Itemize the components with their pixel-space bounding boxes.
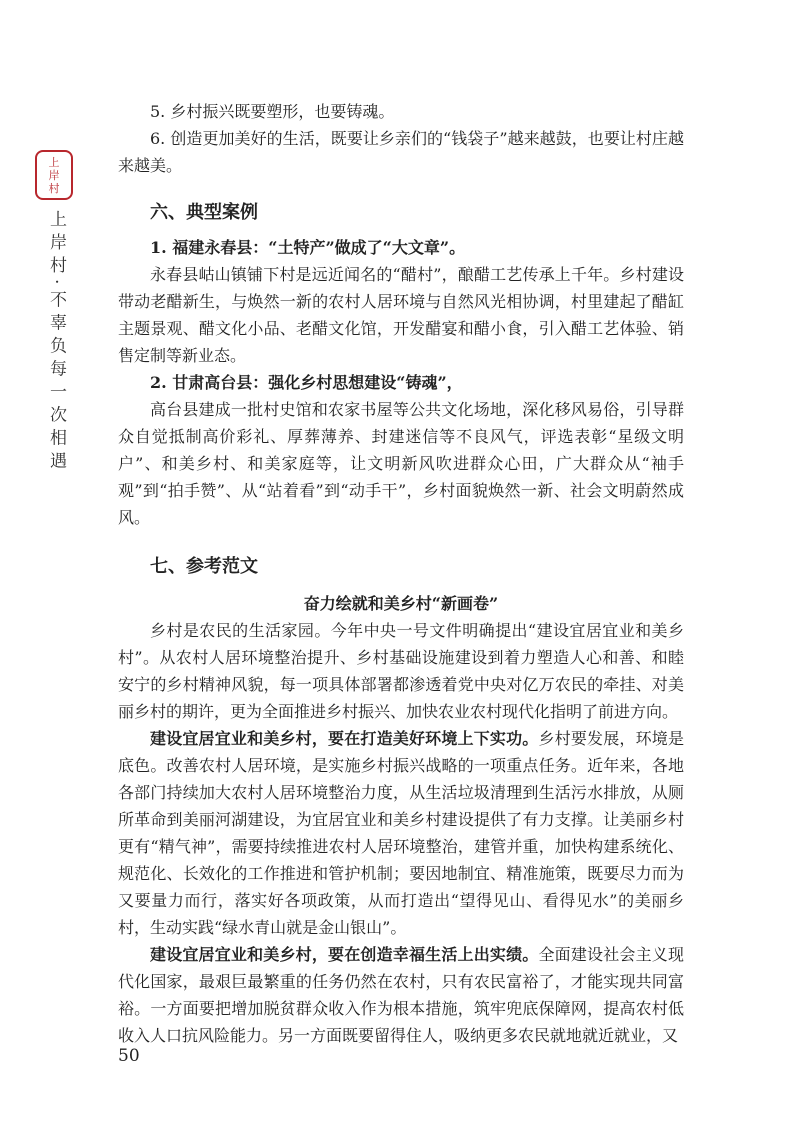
list-item: 5. 乡村振兴既要塑形，也要铸魂。	[150, 102, 395, 121]
case-paragraph: 永春县岵山镇铺下村是远近闻名的“醋村”，酿醋工艺传承上千年。乡村建设带动老醋新生，与焕然一新的农村人居环境与自然风光相协调，村里建起了醋缸主题景观、醋文化小品、老醋文化馆，开发醋宴和醋小食，引入醋工艺体验、销售定制等新业态。	[118, 265, 684, 365]
paragraph-lead: 建设宜居宜业和美乡村，要在创造幸福生活上出实绩。	[150, 945, 539, 964]
article-title: 奋力绘就和美乡村“新画卷”	[303, 594, 499, 613]
paragraph-text: 乡村要发展，环境是底色。改善农村人居环境，是实施乡村振兴战略的一项重点任务。近年来，各地各部门持续加大农村人居环境整治力度，从生活垃圾清理到生活污水排放，从厕所革命到美丽河湖建设，为宜居宜业和美乡村建设提供了有力支撑。让美丽乡村更有“精气神”，需要持续推进农村人居环境整治，建管并重，加快构建系统化、规范化、长效化的工作推进和管护机制；要因地制宜、精准施策，既要尽力而为又要量力而行，落实好各项政策，从而打造出“望得见山、看得见水”的美丽乡村，生动实践“绿水青山就是金山银山”。	[118, 729, 684, 937]
list-item: 6. 创造更加美好的生活，既要让乡亲们的“钱袋子”越来越鼓，也要让村庄越来越美。	[118, 129, 684, 175]
article-paragraph: 乡村是农民的生活家园。今年中央一号文件明确提出“建设宜居宜业和美乡村”。从农村人居环境整治提升、乡村基础设施建设到着力塑造人心和善、和睦安宁的乡村精神风貌，每一项具体部署都渗透着党中央对亿万农民的牵挂、对美丽乡村的期许，更为全面推进乡村振兴、加快农业农村现代化指明了前进方向。	[118, 621, 684, 721]
seal-char: 岸	[48, 168, 60, 182]
article-paragraph	[118, 725, 684, 941]
seal-stamp	[35, 150, 73, 200]
paragraph-lead: 建设宜居宜业和美乡村，要在打造美好环境上下实功。	[150, 729, 539, 748]
vertical-book-title: 上岸村·不辜负每一次相遇	[46, 210, 66, 475]
section-heading: 七、参考范文	[150, 556, 258, 577]
case-title: 1. 福建永春县：“土特产”做成了“大文章”。	[150, 238, 466, 257]
case-paragraph: 高台县建成一批村史馆和农家书屋等公共文化场地，深化移风易俗，引导群众自觉抵制高价彩礼、厚葬薄养、封建迷信等不良风气，评选表彰“星级文明户”、和美乡村、和美家庭等，让文明新风吹进群众心田，广大群众从“袖手观”到“拍手赞”、从“站着看”到“动手干”，乡村面貌焕然一新、社会文明蔚然成风。	[118, 400, 684, 527]
seal-char: 村	[48, 181, 60, 195]
section-heading: 六、典型案例	[150, 202, 258, 223]
seal-char: 上	[48, 155, 60, 169]
case-title: 2. 甘肃高台县：强化乡村思想建设“铸魂”，	[150, 373, 463, 392]
article-paragraph	[118, 941, 684, 1049]
page-body	[118, 98, 684, 1049]
page-number: 50	[118, 1046, 140, 1066]
paragraph-text: 全面建设社会主义现代化国家，最艰巨最繁重的任务仍然在农村，只有农民富裕了，才能实现共同富裕。一方面要把增加脱贫群众收入作为根本措施，筑牢兜底保障网，提高农村低收入人口抗风险能力。另一方面既要留得住人，吸纳更多农民就地就近就业，又	[118, 945, 684, 1045]
